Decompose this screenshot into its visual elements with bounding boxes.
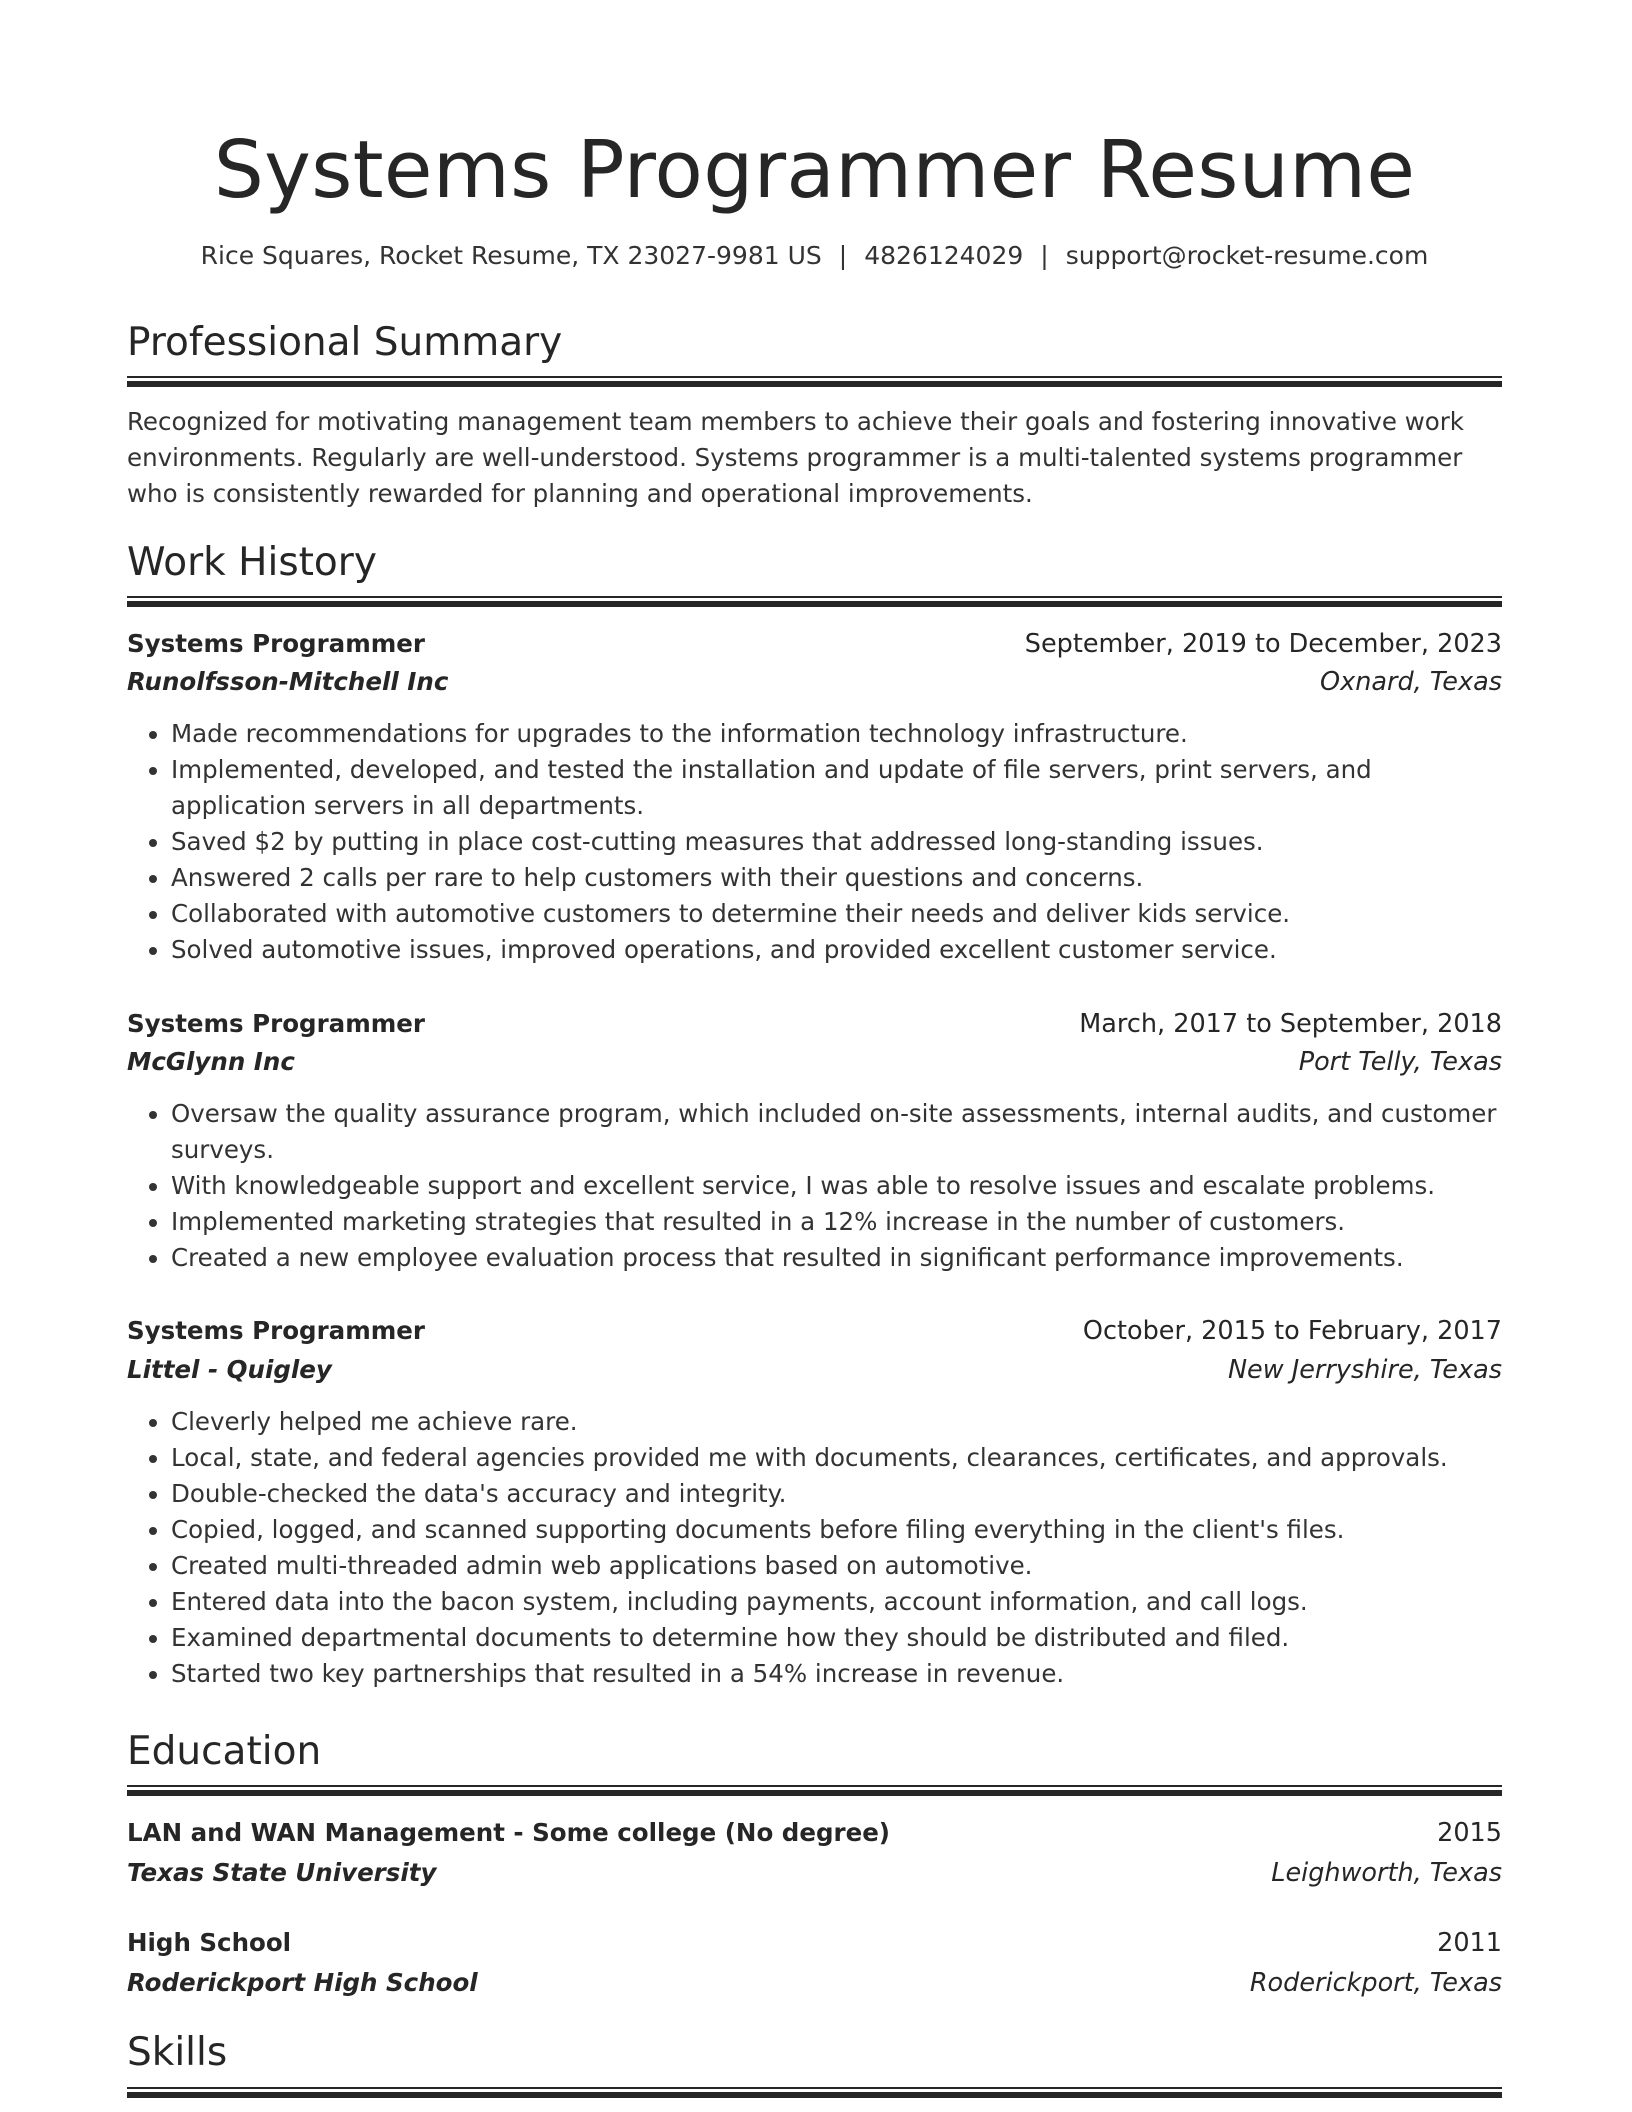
list-item: • With knowledgeable support and excellent service, I was able to resolve issues and escalate problems. [171,1168,1502,1204]
education-subheader [127,1965,1502,2001]
list-item: • Oversaw the quality assurance program, which included on-site assessments, internal audits, and customer surveys. [171,1096,1502,1168]
section-divider [127,376,1502,387]
education-subheader [127,1855,1502,1891]
job-bullets [127,1404,1502,1692]
job-dates: October, 2015 to February, 2017 [1082,1316,1502,1346]
job-bullets [127,1096,1502,1276]
contact-address: Rice Squares, Rocket Resume, TX 23027-9981 US [200,241,822,270]
list-item: • Made recommendations for upgrades to the information technology infrastructure. [171,716,1502,752]
contact-separator: | [1040,241,1049,270]
job-company: Runolfsson-Mitchell Inc [127,667,449,696]
section-heading-skills: Skills [127,2030,228,2075]
job-header [127,1313,1502,1349]
contact-email: support@rocket-resume.com [1065,241,1429,270]
contact-line [127,238,1502,274]
list-item: • Implemented marketing strategies that resulted in a 12% increase in the number of customers. [171,1204,1502,1240]
list-item: • Created multi-threaded admin web applications based on automotive. [171,1548,1502,1584]
job-header [127,1006,1502,1042]
job-title: Systems Programmer [127,629,425,658]
education-header [127,1815,1502,1851]
list-item: • Cleverly helped me achieve rare. [171,1404,1502,1440]
contact-phone: 4826124029 [864,241,1024,270]
list-item: • Examined departmental documents to determine how they should be distributed and filed. [171,1620,1502,1656]
list-item: • Implemented, developed, and tested the installation and update of file servers, print servers, and application servers in all departments. [171,752,1502,824]
job-company: Littel - Quigley [127,1355,332,1384]
job-location: Port Telly, Texas [1298,1047,1502,1077]
job-location: Oxnard, Texas [1320,667,1502,697]
list-item: • Started two key partnerships that resulted in a 54% increase in revenue. [171,1656,1502,1692]
list-item: • Local, state, and federal agencies provided me with documents, clearances, certificates, and approvals. [171,1440,1502,1476]
education-year: 2015 [1437,1818,1502,1848]
list-item: • Answered 2 calls per rare to help customers with their questions and concerns. [171,860,1502,896]
list-item: • Collaborated with automotive customers to determine their needs and deliver kids service. [171,896,1502,932]
list-item: • Entered data into the bacon system, including payments, account information, and call logs. [171,1584,1502,1620]
section-divider [127,596,1502,607]
education-school: Roderickport High School [127,1968,478,1997]
education-school: Texas State University [127,1858,437,1887]
job-location: New Jerryshire, Texas [1227,1355,1502,1385]
section-divider [127,1785,1502,1796]
job-title: Systems Programmer [127,1009,425,1038]
job-header [127,626,1502,662]
job-title: Systems Programmer [127,1316,425,1345]
job-subheader [127,664,1502,700]
education-location: Leighworth, Texas [1271,1858,1502,1888]
job-subheader [127,1352,1502,1388]
section-heading-education: Education [127,1729,322,1774]
education-location: Roderickport, Texas [1249,1968,1502,1998]
job-subheader [127,1044,1502,1080]
list-item: • Double-checked the data's accuracy and integrity. [171,1476,1502,1512]
job-dates: March, 2017 to September, 2018 [1079,1009,1502,1039]
section-divider [127,2087,1502,2098]
list-item: • Copied, logged, and scanned supporting documents before filing everything in the client's files. [171,1512,1502,1548]
education-degree: LAN and WAN Management - Some college (No degree) [127,1818,891,1847]
job-company: McGlynn Inc [127,1047,295,1076]
page-title: Systems Programmer Resume [213,124,1416,216]
section-heading-work-history: Work History [127,540,377,585]
summary-paragraph: Recognized for motivating management team members to achieve their goals and fostering innovative work environments. Regularly are well-understood. Systems programmer is a multi-talented systems programmer who is consistently rewarded for planning and operational improvements. [127,407,1464,508]
list-item: • Created a new employee evaluation process that resulted in significant performance improvements. [171,1240,1502,1276]
education-header [127,1925,1502,1961]
education-degree: High School [127,1928,292,1957]
job-dates: September, 2019 to December, 2023 [1024,629,1502,659]
education-year: 2011 [1437,1928,1502,1958]
job-bullets [127,716,1502,968]
section-heading-summary: Professional Summary [127,320,563,365]
list-item: • Solved automotive issues, improved operations, and provided excellent customer service. [171,932,1502,968]
contact-separator: | [838,241,848,270]
list-item: • Saved $2 by putting in place cost-cutting measures that addressed long-standing issues. [171,824,1502,860]
